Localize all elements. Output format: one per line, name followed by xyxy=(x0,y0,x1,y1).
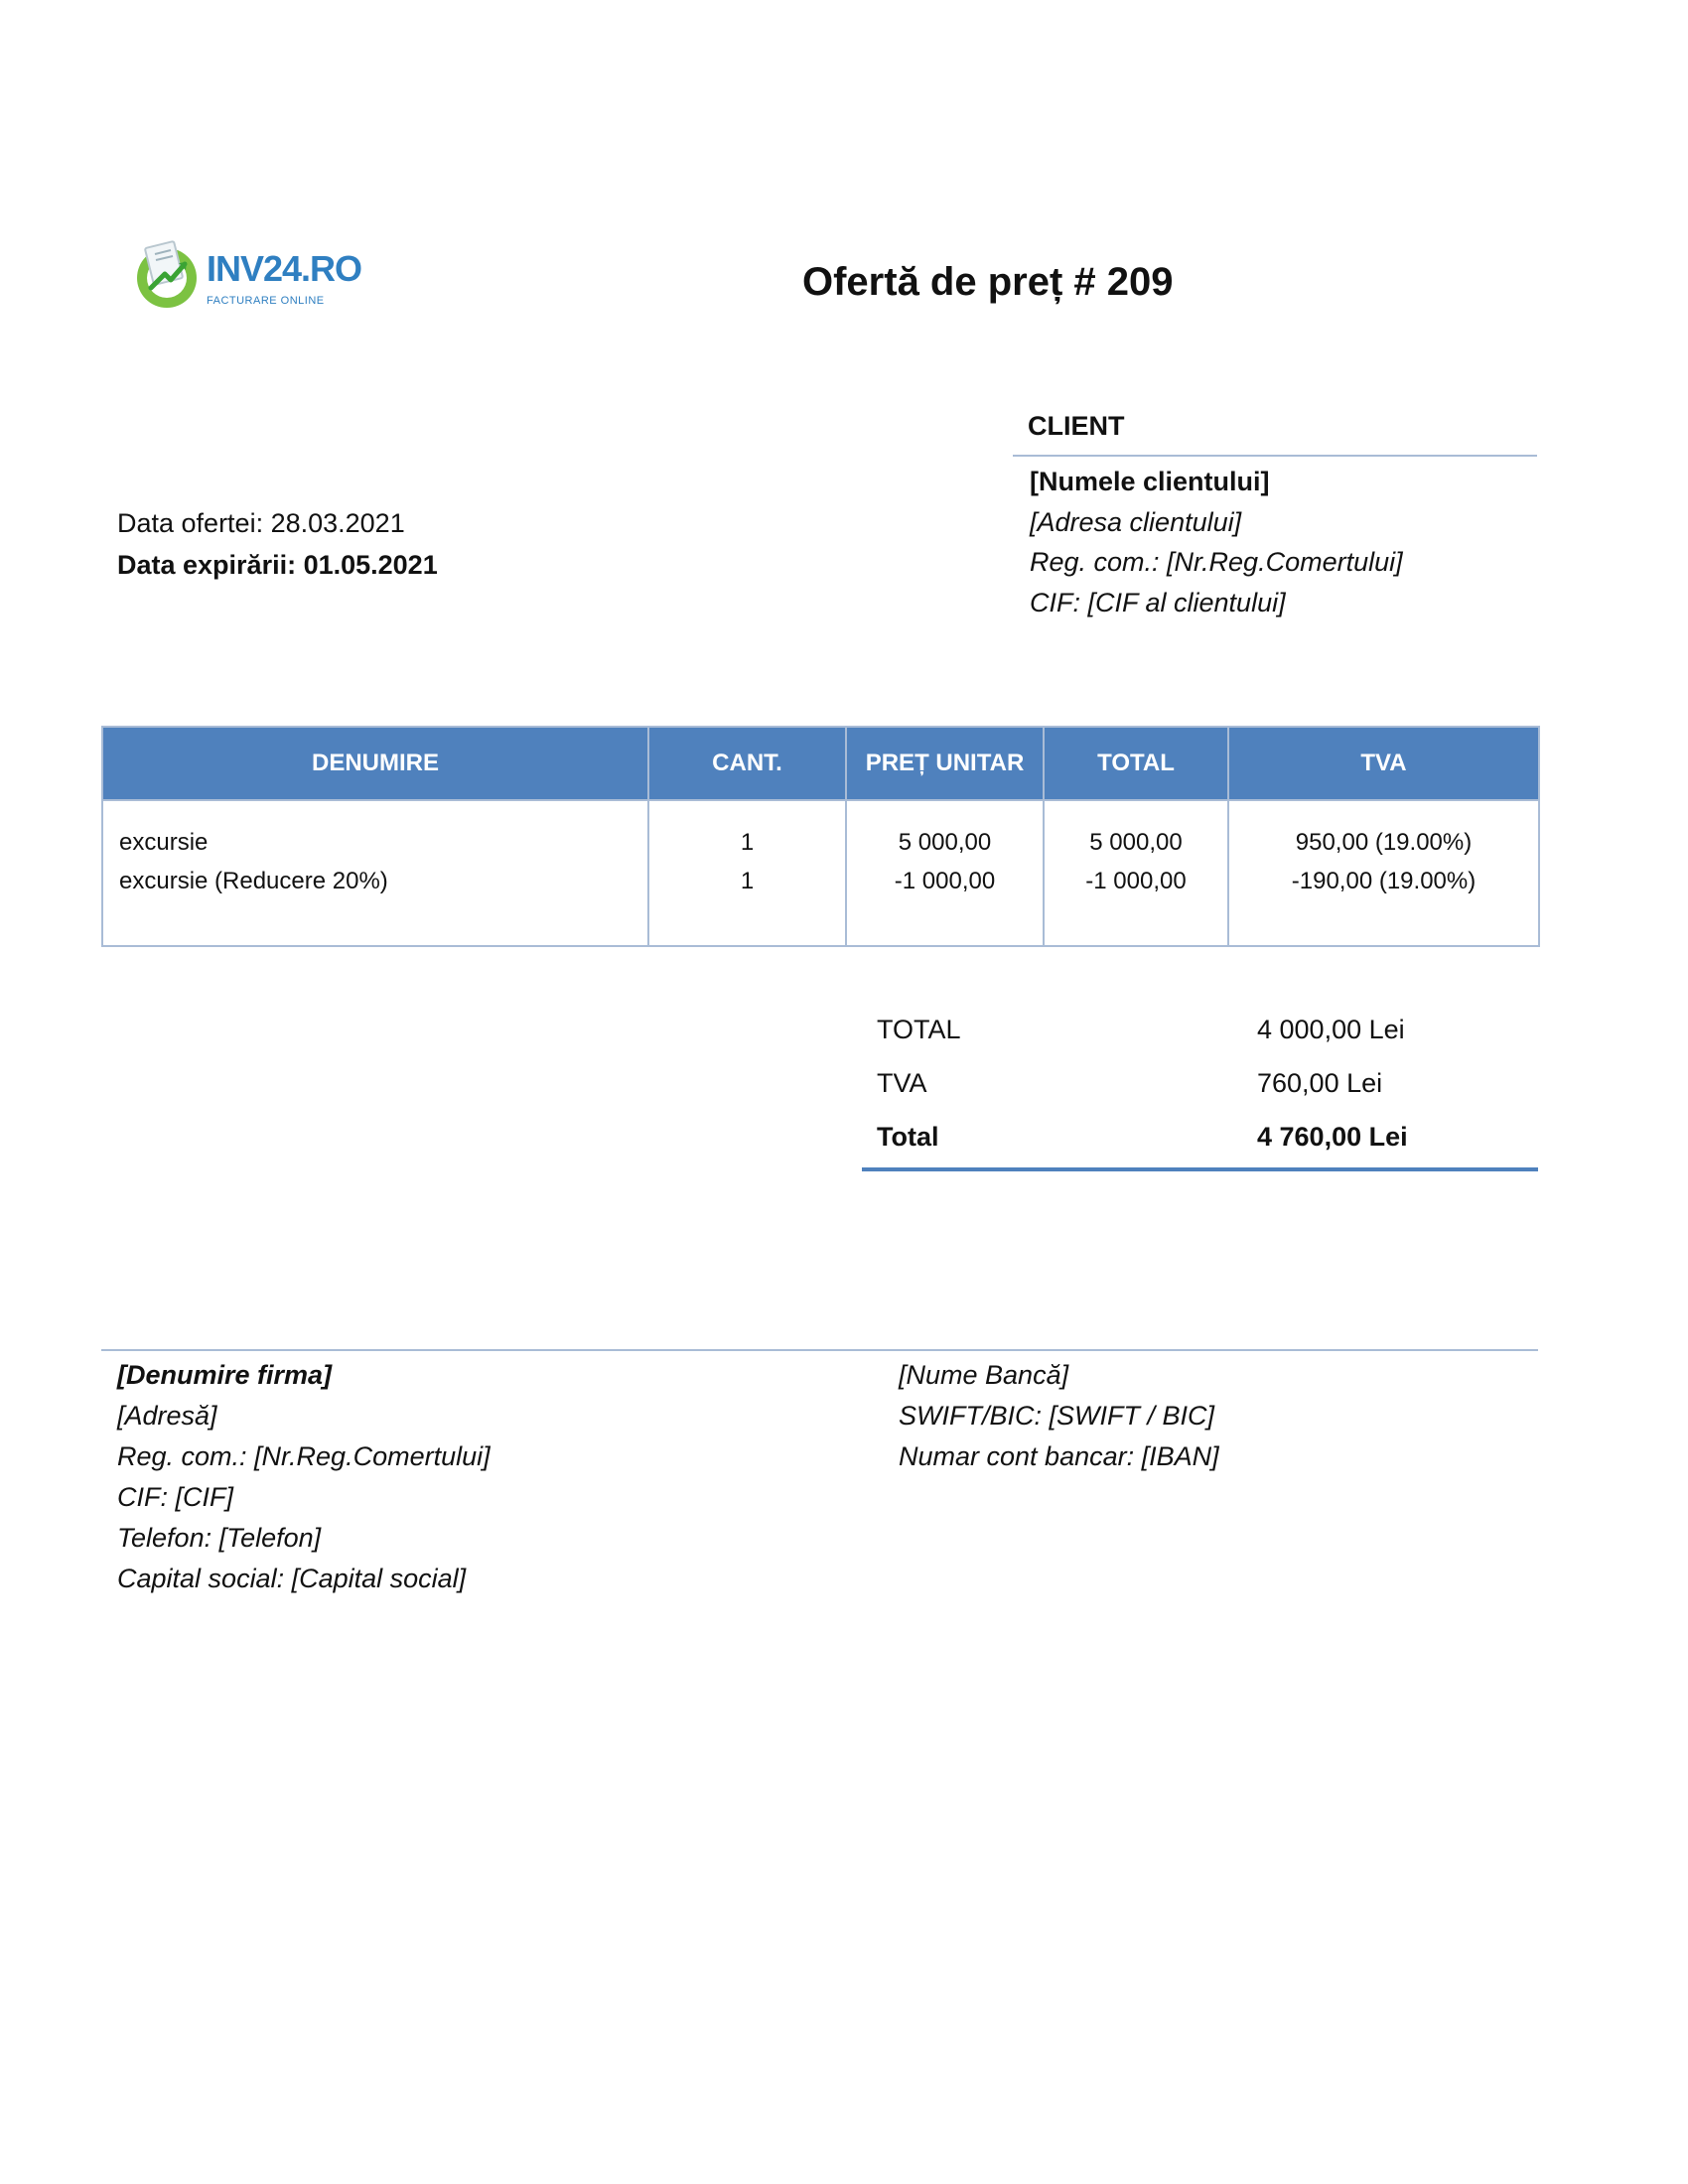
bank-name: [Nume Bancă] xyxy=(899,1360,1069,1390)
cell-pret-unitar: -1 000,00 xyxy=(846,862,1044,900)
company-name: [Denumire firma] xyxy=(117,1360,333,1390)
company-address: [Adresă] xyxy=(117,1401,217,1431)
cell-cant: 1 xyxy=(648,862,846,900)
cell-pret-unitar: 5 000,00 xyxy=(846,800,1044,862)
company-cif: CIF: [CIF] xyxy=(117,1482,233,1512)
offer-date: Data ofertei: 28.03.2021 xyxy=(117,508,405,538)
cell-cant: 1 xyxy=(648,800,846,862)
subtotal-value: 4 000,00 Lei xyxy=(1257,1015,1405,1044)
logo-icon xyxy=(129,236,205,312)
logo-tagline: FACTURARE ONLINE xyxy=(207,295,325,307)
cell-total: 5 000,00 xyxy=(1044,800,1228,862)
tva-value: 760,00 Lei xyxy=(1257,1068,1383,1098)
items-table xyxy=(101,726,1540,947)
header-pret-unitar: PREȚ UNITAR xyxy=(846,727,1044,800)
company-reg: Reg. com.: [Nr.Reg.Comertului] xyxy=(117,1441,491,1471)
table-header-row xyxy=(102,727,1539,800)
client-heading: CLIENT xyxy=(1028,411,1125,441)
company-phone: Telefon: [Telefon] xyxy=(117,1523,322,1553)
bank-swift: SWIFT/BIC: [SWIFT / BIC] xyxy=(899,1401,1214,1431)
cell-tva: -190,00 (19.00%) xyxy=(1228,862,1539,900)
logo-name: INV24.RO xyxy=(207,248,362,289)
client-cif: CIF: [CIF al clientului] xyxy=(1030,588,1286,617)
grand-total-label: Total xyxy=(877,1122,939,1152)
header-total: TOTAL xyxy=(1044,727,1228,800)
header-denumire: DENUMIRE xyxy=(102,727,648,800)
document-title: Ofertă de preț # 209 xyxy=(802,260,1174,304)
header-tva: TVA xyxy=(1228,727,1539,800)
client-address: [Adresa clientului] xyxy=(1030,507,1242,537)
cell-denumire: excursie xyxy=(102,800,648,862)
expiry-date: Data expirării: 01.05.2021 xyxy=(117,550,438,580)
footer-divider xyxy=(101,1349,1538,1351)
client-divider xyxy=(1013,455,1537,457)
totals-divider xyxy=(862,1167,1538,1171)
header-cant: CANT. xyxy=(648,727,846,800)
bank-iban: Numar cont bancar: [IBAN] xyxy=(899,1441,1219,1471)
subtotal-label: TOTAL xyxy=(877,1015,961,1044)
tva-label: TVA xyxy=(877,1068,927,1098)
grand-total-value: 4 760,00 Lei xyxy=(1257,1122,1408,1152)
company-capital: Capital social: [Capital social] xyxy=(117,1564,467,1593)
table-spacer-row xyxy=(102,900,1539,946)
client-reg: Reg. com.: [Nr.Reg.Comertului] xyxy=(1030,547,1403,577)
table-row xyxy=(102,800,1539,862)
client-name: [Numele clientului] xyxy=(1030,467,1270,496)
cell-total: -1 000,00 xyxy=(1044,862,1228,900)
cell-tva: 950,00 (19.00%) xyxy=(1228,800,1539,862)
cell-denumire: excursie (Reducere 20%) xyxy=(102,862,648,900)
table-row xyxy=(102,862,1539,900)
